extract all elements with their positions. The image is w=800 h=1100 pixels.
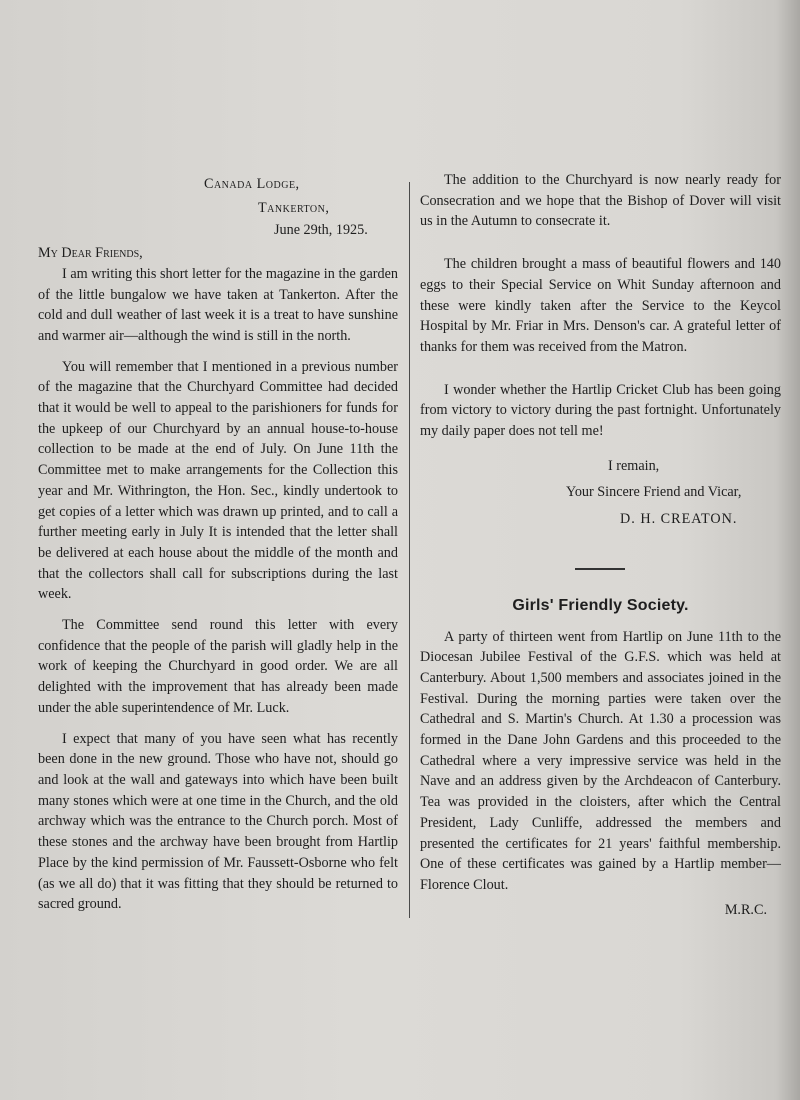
right-column — [420, 170, 781, 920]
section-rule — [575, 568, 625, 570]
letter-paragraph: You will remember that I mentioned in a previous number of the magazine that the Churchyard Committee had decided that it would be well to appeal to the parishioners for funds for the upkeep of our Churchyard by an annual house-to-house collection to be made at the end of July. On June 11th the Committee met to make arrangements for the Collection this year and Mr. Withrington, the Hon. Sec., kindly undertook to get copies of a letter which was drawn up printed, and to call a further meeting early in July It is intended that the letter shall be delivered at each house about the middle of the month and that the collectors shall call for subscriptions during the last week. — [38, 358, 398, 603]
letter-paragraph: I expect that many of you have seen what has recently been done in the new ground. Those who have not, should go and look at the wall and gateways into which have been built many stones which were at one time in the Church, and the old archway which was the entrance to the Church porch. Most of these stones and the archway have been brought from Hartlip Place by the kind permission of Mr. Faussett-Osborne who felt (as we all do) that it was fitting that they should be returned to sacred ground. — [38, 730, 398, 913]
letter-paragraph: The children brought a mass of beautiful flowers and 140 eggs to their Special Service on Whit Sunday afternoon and these were kindly taken after the Service to the Keycol Hospital by Mr. Friar in Mrs. Denson's car. A grateful letter of thanks for them was received from the Matron. — [420, 256, 781, 355]
signoff: Your Sincere Friend and Vicar, — [566, 484, 742, 501]
letter-paragraph: The addition to the Churchyard is now nearly ready for Consecration and we hope that the Bishop of Dover will visit us in the Autumn to consecrate it. — [420, 172, 781, 230]
left-column — [38, 170, 398, 915]
signature: D. H. CREATON. — [620, 511, 738, 528]
gfs-heading: Girls' Friendly Society. — [512, 596, 689, 614]
letter-paragraph: The Committee send round this letter with every confidence that the people of the parish will gladly help in the work of keeping the Churchyard in good order. We are all delighted with the improvement that has already been made under the able superintendence of Mr. Luck. — [38, 617, 398, 716]
address-line-2: Tankerton, — [258, 199, 330, 216]
column-divider — [409, 182, 410, 918]
letter-paragraph: I am writing this short letter for the magazine in the garden of the little bungalow we have taken at Tankerton. After the cold and dull weather of last week it is a treat to have sunshine and warmer air—although the wind is still in the north. — [38, 265, 398, 344]
address-line-1: Canada Lodge, — [204, 176, 300, 192]
gfs-body: A party of thirteen went from Hartlip on June 11th to the Diocesan Jubilee Festival of the G.F.S. which was held at Canterbury. About 1,500 members and associates joined in the Festival. During the morning parties were taken over the Cathedral and S. Martin's Church. At 1.30 a procession was formed in the Dane John Gardens and this proceeded to the Cathedral where a very impressive service was held in the Nave and an address given by the Archdeacon of Canterbury. Tea was provided in the cloisters, after which the Central President, Lady Cunliffe, addressed the members and presented the certificates for 21 years' faithful membership. One of these certificates was gained by a Hartlip member—Florence Clout. — [420, 628, 781, 893]
letter-paragraph: I wonder whether the Hartlip Cricket Club has been going from victory to victory during the past fortnight. Unfortunately my daily paper does not tell me! — [420, 381, 781, 440]
gfs-initials: M.R.C. — [724, 901, 767, 918]
salutation: My Dear Friends, — [38, 245, 143, 262]
letter-date: June 29th, 1925. — [274, 222, 368, 239]
closing: I remain, — [608, 457, 660, 474]
